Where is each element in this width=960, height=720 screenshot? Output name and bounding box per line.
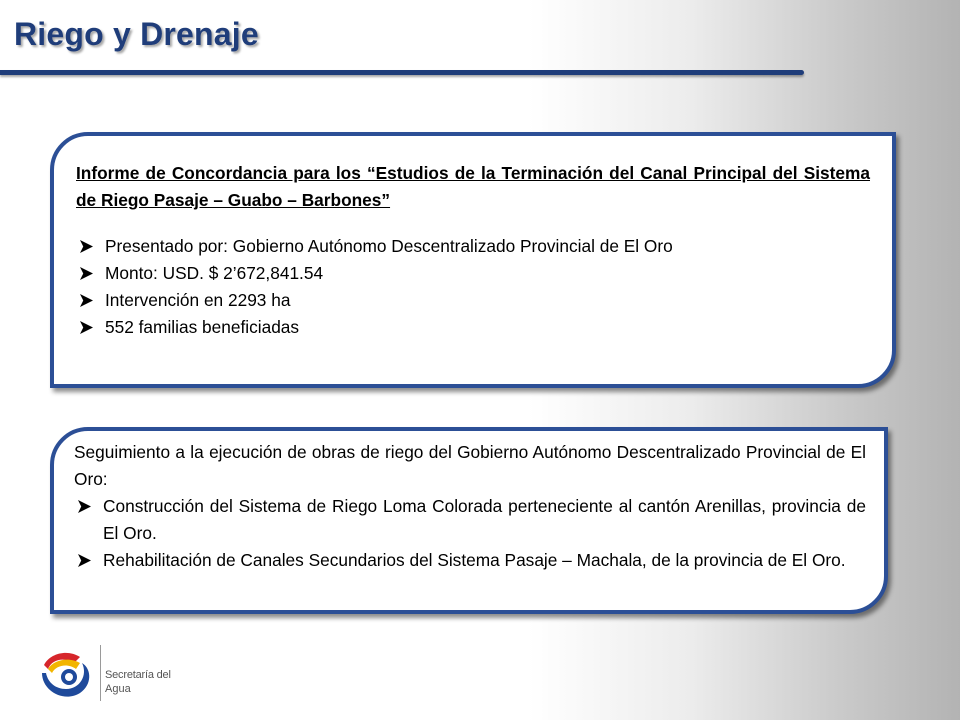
arrowhead-bullet-icon <box>78 554 91 567</box>
card-works-monitoring <box>50 427 888 614</box>
list-item <box>76 233 870 260</box>
title-underline <box>0 70 804 75</box>
water-drop-logo-icon <box>34 643 98 705</box>
list-item <box>76 287 870 314</box>
list-item <box>76 260 870 287</box>
card-concordance-report <box>50 132 896 388</box>
slide-title: Riego y Drenaje <box>14 16 259 52</box>
list-item <box>74 547 866 574</box>
logo-text: Agua <box>105 683 131 695</box>
card-1-bullet-list <box>76 233 870 341</box>
secretaria-del-agua-logo <box>34 643 184 705</box>
arrowhead-bullet-icon <box>80 240 93 253</box>
bullet-text: 552 familias beneficiadas <box>105 317 300 337</box>
bullet-text: Construcción del Sistema de Riego Loma Colorada perteneciente al cantón Arenillas, provincia de El Oro. <box>103 496 866 543</box>
bullet-text: Presentado por: Gobierno Autónomo Descentralizado Provincial de El Oro <box>105 236 673 256</box>
logo-divider <box>100 645 101 701</box>
card-2-lead: Seguimiento a la ejecución de obras de riego del Gobierno Autónomo Descentralizado Provincial de El Oro: <box>74 442 866 489</box>
bullet-text: Rehabilitación de Canales Secundarios del Sistema Pasaje – Machala, de la provincia de El Oro. <box>103 550 846 570</box>
arrowhead-bullet-icon <box>78 500 91 513</box>
card-2-bullet-list <box>74 493 866 574</box>
arrowhead-bullet-icon <box>80 267 93 280</box>
list-item <box>74 493 866 547</box>
list-item <box>76 314 870 341</box>
arrowhead-bullet-icon <box>80 294 93 307</box>
bullet-text: Intervención en 2293 ha <box>105 290 291 310</box>
card-1-heading: Informe de Concordancia para los “Estudios de la Terminación del Canal Principal del Sistema de Riego Pasaje – Guabo – Barbones” <box>76 163 870 210</box>
bullet-text: Monto: USD. $ 2’672,841.54 <box>105 263 324 283</box>
logo-text: Secretaría del <box>105 669 171 681</box>
arrowhead-bullet-icon <box>80 321 93 334</box>
